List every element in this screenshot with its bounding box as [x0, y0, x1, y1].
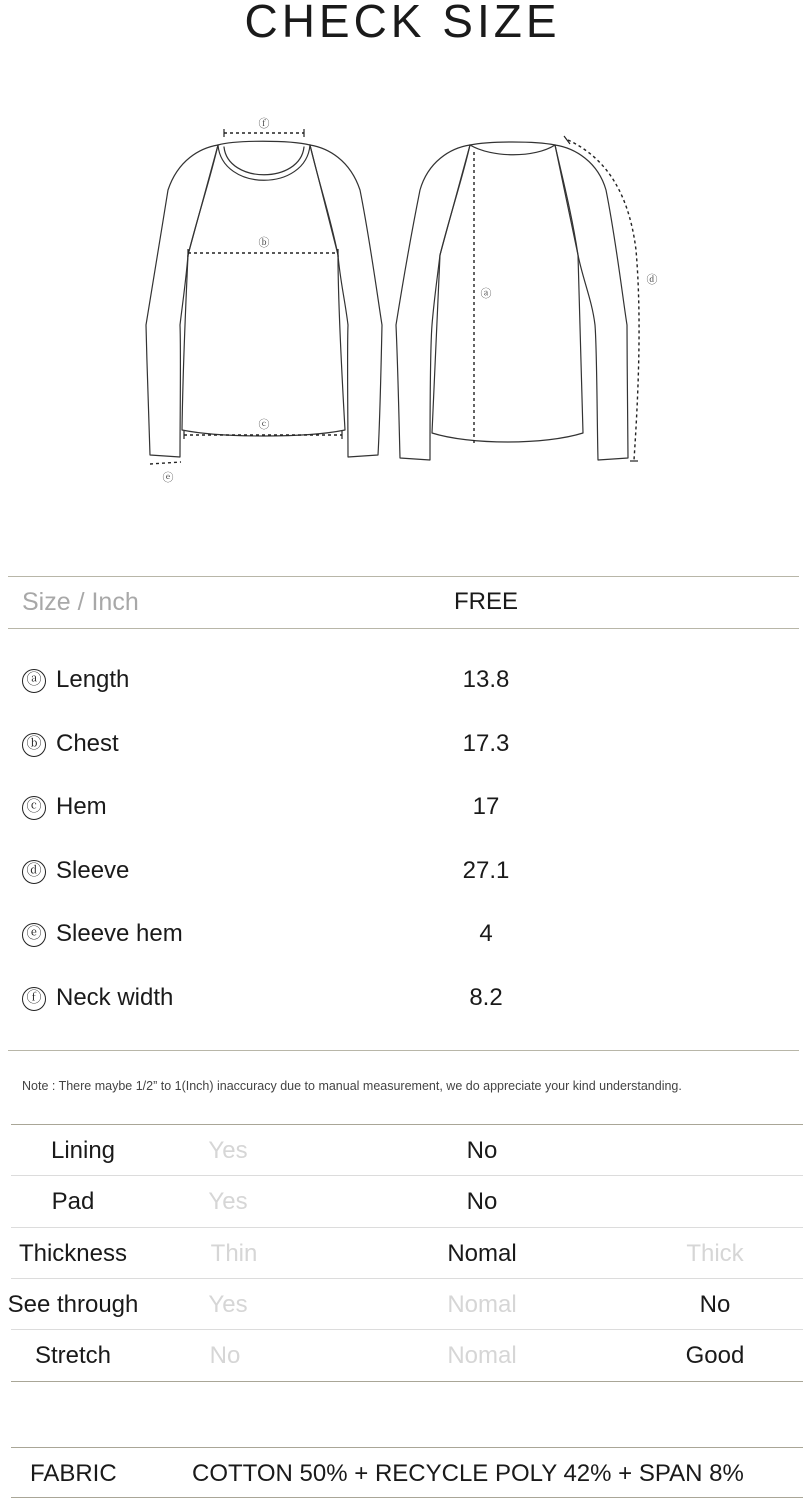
- size-row-chest: [0, 724, 805, 764]
- prop-name: Stretch: [34, 1342, 112, 1369]
- page-title: CHECK SIZE: [244, 0, 561, 47]
- size-row-sleeve-hem: [0, 914, 805, 954]
- measure-value: 17.3: [462, 730, 510, 757]
- size-row-neck-width: [0, 978, 805, 1018]
- diagram-marker-a: ⓐ: [480, 287, 492, 300]
- divider: [8, 576, 799, 577]
- front-view-icon: [146, 141, 382, 457]
- measure-name: Length: [56, 666, 130, 693]
- divider: [11, 1447, 803, 1448]
- measurement-note: Note : There maybe 1/2” to 1(Inch) inaccuracy due to manual measurement, we do appreciate your kind understanding.: [22, 1079, 682, 1093]
- measure-value: 4: [479, 920, 493, 947]
- prop-option: Yes: [208, 1291, 248, 1318]
- marker-c: ⓒ: [22, 796, 46, 820]
- size-unit-label: Size / Inch: [22, 588, 139, 616]
- prop-row-stretch: [0, 1330, 805, 1381]
- marker-b: ⓑ: [22, 733, 46, 757]
- prop-name: See through: [7, 1291, 139, 1318]
- marker-d: ⓓ: [22, 860, 46, 884]
- size-free-label: FREE: [453, 588, 518, 615]
- measure-name: Chest: [56, 730, 119, 757]
- marker-e: ⓔ: [22, 923, 46, 947]
- measure-name: Neck width: [56, 984, 174, 1011]
- diagram-marker-d: ⓓ: [646, 273, 658, 286]
- diagram-marker-c: ⓒ: [258, 418, 270, 431]
- measure-value: 8.2: [469, 984, 503, 1011]
- prop-row-pad: [0, 1176, 805, 1227]
- divider: [8, 628, 799, 629]
- measure-name: Sleeve hem: [56, 920, 183, 947]
- measure-name: Sleeve: [56, 857, 130, 884]
- prop-option-selected: Good: [685, 1342, 745, 1369]
- back-view-icon: [396, 142, 628, 460]
- sleeve-line: [568, 140, 639, 460]
- fabric-label: FABRIC: [30, 1460, 117, 1487]
- prop-option: No: [209, 1342, 241, 1369]
- diagram-marker-b: ⓑ: [258, 236, 270, 249]
- sleeve-hem-line: [150, 462, 181, 464]
- prop-option: Yes: [208, 1188, 248, 1215]
- prop-name: Lining: [50, 1137, 116, 1164]
- measure-name: Hem: [56, 793, 107, 820]
- measure-value: 17: [472, 793, 500, 820]
- diagram-marker-e: ⓔ: [162, 471, 174, 484]
- prop-row-thickness: [0, 1228, 805, 1279]
- measure-value: 13.8: [462, 666, 510, 693]
- measure-value: 27.1: [462, 857, 510, 884]
- prop-option: Nomal: [447, 1291, 517, 1318]
- divider: [8, 1050, 799, 1051]
- divider: [11, 1381, 803, 1382]
- diagram-marker-f: ⓕ: [258, 117, 270, 130]
- size-row-hem: [0, 787, 805, 827]
- prop-option-selected: No: [466, 1188, 498, 1215]
- size-table-header: [0, 578, 805, 626]
- prop-row-see-through: [0, 1279, 805, 1330]
- fabric-row: [0, 1450, 805, 1497]
- prop-option: Thin: [210, 1240, 258, 1267]
- prop-name: Pad: [51, 1188, 95, 1215]
- prop-option: Thick: [686, 1240, 744, 1267]
- prop-name: Thickness: [18, 1240, 128, 1267]
- marker-a: ⓐ: [22, 669, 46, 693]
- marker-f: ⓕ: [22, 987, 46, 1011]
- prop-option: Nomal: [447, 1342, 517, 1369]
- prop-option-selected: No: [466, 1137, 498, 1164]
- fabric-value: COTTON 50% + RECYCLE POLY 42% + SPAN 8%: [192, 1460, 744, 1487]
- garment-diagram: [0, 100, 805, 500]
- prop-row-lining: [0, 1125, 805, 1176]
- prop-option: Yes: [208, 1137, 248, 1164]
- divider: [11, 1497, 803, 1498]
- size-row-sleeve: [0, 851, 805, 891]
- prop-option-selected: Nomal: [447, 1240, 517, 1267]
- size-row-length: [0, 660, 805, 700]
- prop-option-selected: No: [699, 1291, 731, 1318]
